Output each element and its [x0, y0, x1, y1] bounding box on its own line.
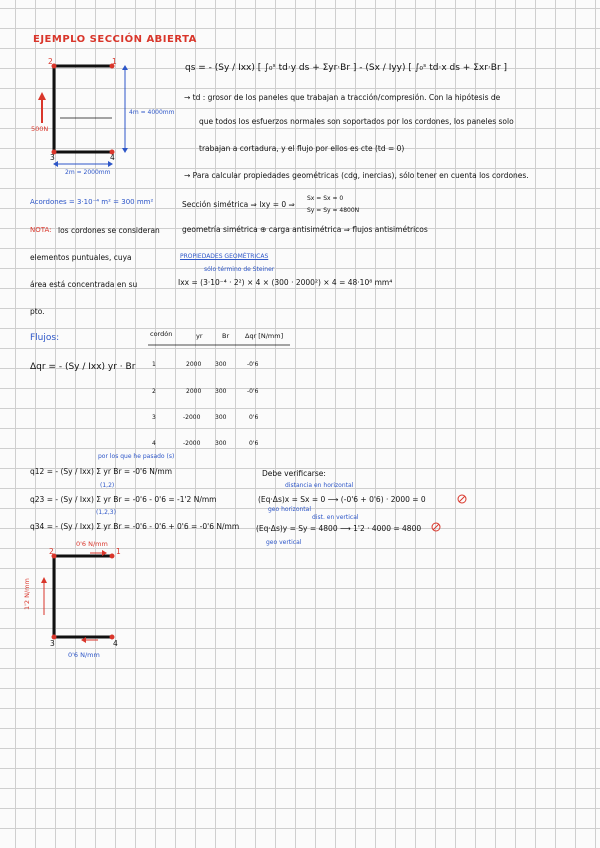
verify-heading: Debe verificarse: [262, 469, 326, 478]
flow-increment-formula: Δqr = - (Sy / Ixx) yr · Br [30, 362, 136, 372]
node-label-2-bottom: 2 [49, 547, 54, 556]
flujos-label: Flujos: [30, 333, 60, 343]
horizontal-distance-note: distancia en horizontal [285, 482, 354, 489]
nota-line3: área está concentrada en su [30, 280, 138, 289]
q23-note: (1,2) [100, 482, 115, 489]
vertical-geo-note: geo vertical [266, 539, 302, 546]
node-label-4-bottom: 4 [113, 639, 118, 648]
symmetry-line: Sección simétrica ⇒ Ixy = 0 ⇒ [182, 200, 295, 209]
bottom-flow-label: 0'6 N/mm [68, 651, 100, 659]
load-label: 500N [31, 125, 49, 133]
nota-line1: los cordones se consideran [58, 226, 160, 235]
table-cell: 1 [152, 361, 156, 368]
table-cell: 2000 [186, 388, 202, 395]
table-cell: 2000 [186, 361, 202, 368]
q34-note: (1,2,3) [96, 509, 116, 516]
node-label-1-bottom: 1 [116, 547, 121, 556]
table-cell: -0'6 [247, 361, 259, 368]
symmetry-sy: Sy = Sy = 4800N [307, 207, 360, 214]
node-label-3-top: 3 [50, 153, 55, 162]
table-header-yr: yr [196, 332, 203, 340]
node-label-3-bottom: 3 [50, 639, 55, 648]
ixx-calculation: Ixx = (3·10⁻⁴ · 2²) × 4 × (300 · 2000²) × 4 = 48·10⁸ mm⁴ [178, 278, 393, 287]
steiner-note: sólo término de Steiner [204, 266, 275, 273]
area-note: Acordones = 3·10⁻⁴ m² = 300 mm² [30, 198, 154, 206]
table-header-cordon: cordón [150, 330, 173, 338]
table-cell: 2 [152, 388, 156, 395]
vertical-check: (Eq·Δs)y = Sy = 4800 ⟶ 1'2 · 4000 = 4800 [256, 524, 422, 533]
q34-result: q34 = - (Sy / Ixx) Σ yr Br = -0'6 - 0'6 + 0'6 = -0'6 N/mm [30, 522, 240, 531]
table-header-dq: Δqr [N/mm] [245, 332, 284, 340]
top-flow-label: 0'6 N/mm [76, 540, 108, 548]
q23-result: q23 = - (Sy / Ixx) Σ yr Br = -0'6 - 0'6 = -1'2 N/mm [30, 495, 217, 504]
properties-heading: PROPIEDADES GEOMÉTRICAS [180, 253, 269, 260]
node-label-1-top: 1 [112, 57, 117, 66]
page-title: EJEMPLO SECCIÓN ABIERTA [33, 34, 197, 45]
width-dimension: 2m = 2000mm [65, 169, 111, 176]
node-label-4-top: 4 [110, 153, 115, 162]
table-cell: -2000 [183, 414, 201, 421]
table-cell: 300 [215, 440, 227, 447]
vertical-distance-note: dist. en vertical [312, 514, 359, 521]
note-td-line3: trabajan a cortadura, y el flujo por ellos es cte (td = 0) [199, 144, 405, 153]
note-td-line2: que todos los esfuerzos normales son soportados por los cordones, los paneles solo [199, 117, 514, 126]
table-cell: -2000 [183, 440, 201, 447]
symmetry-conclusion: geometría simétrica ⊕ carga antisimétrica ⇒ flujos antisimétricos [182, 225, 428, 234]
height-dimension: 4m = 4000mm [129, 109, 175, 116]
note-td-line1: → td : grosor de los paneles que trabajan a tracción/compresión. Con la hipótesis de [184, 93, 501, 102]
table-cell: -0'6 [247, 388, 259, 395]
passed-note: por los que he pasado (s) [98, 453, 175, 460]
table-cell: 0'6 [249, 414, 259, 421]
horizontal-check: (Eq·Δs)x = Sx = 0 ⟶ (-0'6 + 0'6) · 2000 = 0 [258, 495, 426, 504]
table-header-br: Br [222, 332, 230, 340]
node-label-2-top: 2 [48, 57, 53, 66]
shear-flow-formula: qs = - (Sy / Ixx) [ ∫₀ˢ td·y ds + Σyr·Br ] - (Sx / Iyy) [ ∫₀ˢ td·x ds + Σxr·Br ] [185, 63, 508, 73]
q12-result: q12 = - (Sy / Ixx) Σ yr Br = -0'6 N/mm [30, 467, 173, 476]
nota-line2: elementos puntuales, cuya [30, 253, 132, 262]
table-cell: 0'6 [249, 440, 259, 447]
note-properties: → Para calcular propiedades geométricas (cdg, inercias), sólo tener en cuenta los cordones. [184, 171, 529, 180]
side-flow-label: 1'2 N/mm [23, 578, 31, 610]
table-cell: 300 [215, 388, 227, 395]
table-cell: 4 [152, 440, 156, 447]
table-cell: 300 [215, 414, 227, 421]
table-cell: 300 [215, 361, 227, 368]
horizontal-geo-note: geo horizontal [268, 506, 312, 513]
symmetry-sx: Sx = Sx = 0 [307, 195, 344, 202]
nota-line4: pto. [30, 307, 45, 316]
table-cell: 3 [152, 414, 156, 421]
nota-label: NOTA: [30, 226, 52, 234]
